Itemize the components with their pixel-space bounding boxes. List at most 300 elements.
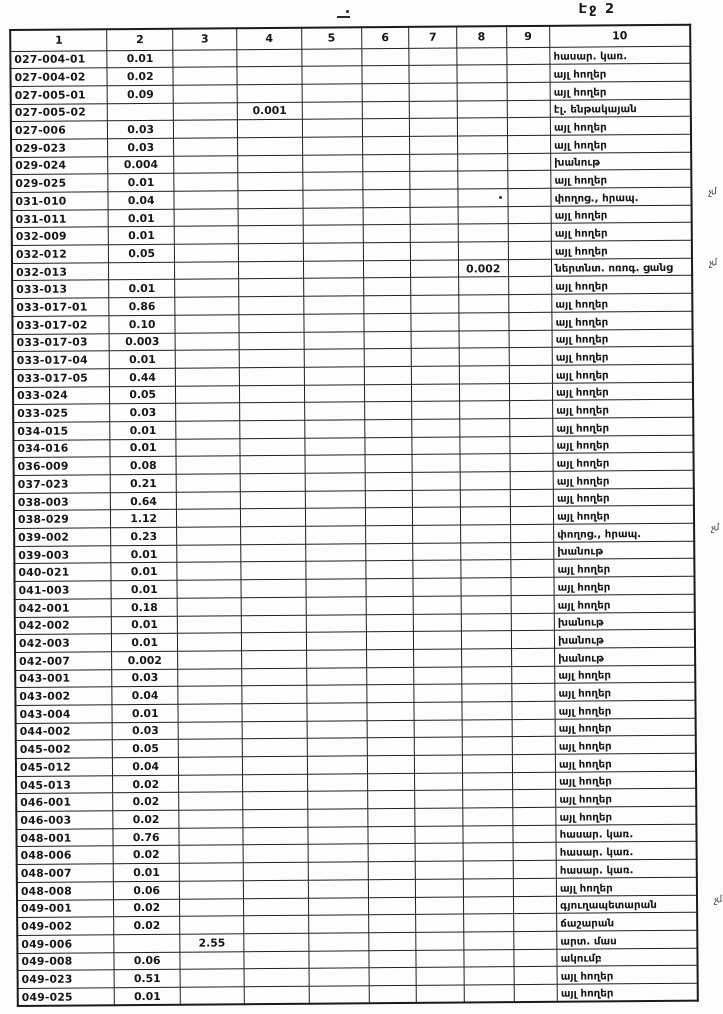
value-cell xyxy=(368,897,416,915)
value-cell xyxy=(507,171,551,189)
value-cell xyxy=(513,843,557,861)
value-cell xyxy=(362,83,410,101)
value-cell xyxy=(363,278,411,296)
value-cell xyxy=(414,684,462,702)
land-use-label: այլ հողեր xyxy=(554,227,608,240)
value-cell xyxy=(363,242,411,260)
value-cell xyxy=(242,721,307,739)
column-header-8: 8 xyxy=(456,26,506,47)
value-cell: 0.06 xyxy=(114,952,180,970)
value-cell: 0.01 xyxy=(108,209,174,227)
value-cell xyxy=(242,756,307,774)
value-cell: 0.01 xyxy=(114,987,180,1005)
land-use-cell xyxy=(557,983,698,1002)
value-cell xyxy=(238,243,303,261)
value-cell xyxy=(307,703,367,721)
value-cell xyxy=(462,737,512,755)
value-cell xyxy=(364,402,412,420)
land-use-label: գյուղապետարան xyxy=(560,899,657,912)
handwritten-margin-note: չմ xyxy=(712,894,722,906)
handwritten-margin-note: չմ xyxy=(707,186,717,199)
parcel-id-cell: 033-017-02 xyxy=(12,316,109,334)
value-cell xyxy=(305,473,365,491)
land-use-cell xyxy=(550,116,691,135)
value-cell xyxy=(463,808,513,826)
value-cell xyxy=(509,365,553,383)
value-cell xyxy=(461,631,511,649)
value-cell xyxy=(174,226,238,244)
value-cell xyxy=(368,915,416,933)
land-use-label: այլ հողեր xyxy=(556,421,610,435)
value-cell: 0.10 xyxy=(109,315,175,333)
parcel-id-cell: 027-005-01 xyxy=(11,86,108,104)
value-cell xyxy=(109,262,175,280)
value-cell xyxy=(506,65,550,83)
value-cell xyxy=(241,632,306,650)
value-cell xyxy=(412,472,460,490)
value-cell xyxy=(460,507,510,525)
page-number-label: Էջ 2 xyxy=(578,2,616,17)
value-cell xyxy=(412,419,460,437)
value-cell xyxy=(510,577,554,595)
land-use-cell xyxy=(551,240,692,259)
value-cell xyxy=(240,491,305,509)
value-cell xyxy=(306,614,366,632)
value-cell xyxy=(308,844,368,862)
parcel-id-cell: 033-017-04 xyxy=(13,351,110,369)
value-cell xyxy=(364,384,412,402)
land-use-cell xyxy=(552,293,693,312)
parcel-id-cell: 049-006 xyxy=(17,935,114,953)
value-cell: 0.08 xyxy=(110,457,176,475)
value-cell xyxy=(416,897,464,915)
land-use-label: այլ հողեր xyxy=(557,510,610,523)
value-cell xyxy=(243,827,308,845)
value-cell xyxy=(239,332,304,350)
land-use-label: այլ հողեր xyxy=(555,368,609,382)
value-cell xyxy=(462,719,512,737)
value-cell xyxy=(459,330,509,348)
value-cell xyxy=(303,225,363,243)
land-use-label: արտ. մաս xyxy=(560,934,617,948)
parcel-id-cell: 033-024 xyxy=(13,386,110,404)
value-cell xyxy=(458,189,508,207)
value-cell xyxy=(365,472,413,490)
value-cell: 0.01 xyxy=(107,50,173,68)
value-cell xyxy=(238,190,303,208)
land-use-label: այլ հողեր xyxy=(555,351,609,364)
land-use-label: հասար. կառ. xyxy=(559,863,634,877)
parcel-id-cell: 043-002 xyxy=(15,687,112,705)
value-cell xyxy=(413,490,461,508)
land-use-label: այլ հողեր xyxy=(553,85,607,99)
land-use-cell xyxy=(550,81,691,100)
value-cell xyxy=(241,544,306,562)
value-cell xyxy=(179,774,243,792)
value-cell xyxy=(511,648,555,666)
land-use-label: այլ հողեր xyxy=(560,987,614,1000)
parcel-id-cell: 031-011 xyxy=(12,209,109,227)
value-cell xyxy=(307,756,367,774)
value-cell xyxy=(461,613,511,631)
value-cell xyxy=(416,879,464,897)
value-cell: 0.23 xyxy=(111,527,177,545)
value-cell xyxy=(363,207,411,225)
land-use-cell xyxy=(551,170,692,189)
value-cell xyxy=(173,67,237,85)
value-cell: 0.44 xyxy=(110,368,176,386)
land-use-label: խանութ xyxy=(558,651,604,665)
value-cell xyxy=(180,916,244,934)
column-header-9: 9 xyxy=(506,26,550,47)
value-cell xyxy=(412,437,460,455)
value-cell xyxy=(510,471,554,489)
value-cell xyxy=(176,438,240,456)
value-cell xyxy=(508,259,552,277)
value-cell xyxy=(239,296,304,314)
value-cell xyxy=(368,932,416,950)
value-cell xyxy=(309,986,369,1004)
land-use-label: այլ հողեր xyxy=(555,333,609,346)
value-cell xyxy=(513,931,557,949)
value-cell xyxy=(307,738,367,756)
value-cell xyxy=(302,119,362,137)
land-use-cell xyxy=(554,559,695,578)
value-cell xyxy=(464,932,514,950)
value-cell xyxy=(174,120,238,138)
value-cell xyxy=(460,419,510,437)
land-use-cell xyxy=(557,965,698,984)
value-cell xyxy=(365,508,413,526)
parcel-id-cell: 029-024 xyxy=(11,156,108,174)
value-cell xyxy=(237,137,302,155)
value-cell xyxy=(176,385,240,403)
land-use-label: այլ հողեր xyxy=(560,970,614,983)
value-cell xyxy=(175,350,239,368)
value-cell xyxy=(174,244,238,262)
land-use-label: փողոց., հրապ. xyxy=(554,191,639,205)
parcel-id-cell: 029-023 xyxy=(11,139,108,157)
value-cell xyxy=(241,615,306,633)
value-cell xyxy=(462,772,512,790)
value-cell xyxy=(458,171,508,189)
value-cell xyxy=(414,737,462,755)
parcel-id-cell: 038-029 xyxy=(14,510,111,528)
land-use-label: այլ հողեր xyxy=(557,598,611,612)
value-cell xyxy=(365,490,413,508)
value-cell xyxy=(239,314,304,332)
value-cell: 0.04 xyxy=(108,191,174,209)
value-cell xyxy=(414,702,462,720)
value-cell xyxy=(412,401,460,419)
value-cell xyxy=(177,562,241,580)
land-use-cell xyxy=(551,223,692,242)
land-use-label: այլ հողեր xyxy=(558,740,612,753)
land-use-cell xyxy=(556,842,697,861)
value-cell xyxy=(461,542,511,560)
value-cell xyxy=(410,118,458,136)
value-cell xyxy=(464,967,514,985)
land-use-cell xyxy=(555,700,696,719)
column-header-10: 10 xyxy=(550,25,691,47)
value-cell xyxy=(305,455,365,473)
value-cell xyxy=(237,84,302,102)
parcel-id-cell: 033-013 xyxy=(12,280,109,298)
value-cell xyxy=(240,403,305,421)
land-use-label: այլ հողեր xyxy=(553,68,607,81)
value-cell xyxy=(464,949,514,967)
value-cell xyxy=(410,171,458,189)
value-cell xyxy=(306,667,366,685)
value-cell xyxy=(177,545,241,563)
parcel-id-cell: 049-025 xyxy=(18,988,115,1006)
value-cell xyxy=(178,721,242,739)
value-cell xyxy=(304,314,364,332)
land-use-label: փողոց., հրապ. xyxy=(557,527,642,541)
value-cell xyxy=(365,561,413,579)
value-cell: 0.02 xyxy=(113,793,179,811)
value-cell xyxy=(416,932,464,950)
value-cell xyxy=(367,738,415,756)
land-use-label: այլ հողեր xyxy=(554,209,608,223)
land-use-label: հասար. կառ. xyxy=(553,50,628,63)
value-cell xyxy=(510,560,554,578)
value-cell xyxy=(415,808,463,826)
land-use-label: այլ հողեր xyxy=(558,758,612,771)
parcel-id-cell: 034-016 xyxy=(13,439,110,457)
parcel-id-cell: 033-017-03 xyxy=(13,333,110,351)
value-cell xyxy=(509,436,553,454)
value-cell: 0.86 xyxy=(109,297,175,315)
value-cell xyxy=(364,366,412,384)
value-cell xyxy=(513,860,557,878)
value-cell xyxy=(238,226,303,244)
value-cell xyxy=(303,261,363,279)
parcel-id-cell: 036-009 xyxy=(14,457,111,475)
value-cell xyxy=(457,100,507,118)
value-cell: 0.05 xyxy=(110,386,176,404)
land-use-cell xyxy=(553,506,694,525)
land-use-cell xyxy=(553,453,694,472)
value-cell xyxy=(175,262,239,280)
land-use-cell xyxy=(552,311,693,330)
value-cell xyxy=(175,297,239,315)
scan-artifact-dash xyxy=(337,16,350,18)
value-cell xyxy=(513,878,557,896)
value-cell xyxy=(464,985,514,1003)
value-cell: 0.004 xyxy=(108,156,174,174)
value-cell xyxy=(460,525,510,543)
value-cell xyxy=(242,668,307,686)
value-cell xyxy=(368,879,416,897)
land-use-label: այլ հողեր xyxy=(558,722,612,736)
column-header-2: 2 xyxy=(107,29,173,51)
column-header-1: 1 xyxy=(10,29,107,51)
value-cell xyxy=(457,118,507,136)
value-cell xyxy=(459,383,509,401)
value-cell xyxy=(175,368,239,386)
value-cell xyxy=(241,562,306,580)
value-cell xyxy=(462,790,512,808)
value-cell xyxy=(179,810,243,828)
value-cell xyxy=(368,826,416,844)
value-cell xyxy=(508,224,552,242)
land-use-label: այլ հողեր xyxy=(558,704,612,718)
value-cell xyxy=(177,615,241,633)
value-cell xyxy=(178,686,242,704)
value-cell: 0.03 xyxy=(108,121,174,139)
land-use-cell xyxy=(557,948,698,967)
value-cell xyxy=(366,614,414,632)
value-cell xyxy=(243,792,308,810)
land-use-cell xyxy=(554,523,719,542)
value-cell xyxy=(176,474,240,492)
land-use-label: խանութ xyxy=(557,545,604,559)
value-cell xyxy=(416,950,464,968)
value-cell xyxy=(305,437,365,455)
value-cell: 0.01 xyxy=(113,863,179,881)
value-cell xyxy=(369,968,417,986)
parcel-id-cell: 042-001 xyxy=(15,599,112,617)
value-cell xyxy=(509,418,553,436)
value-cell xyxy=(304,331,364,349)
land-use-cell xyxy=(555,736,696,755)
value-cell xyxy=(362,101,410,119)
value-cell xyxy=(458,206,508,224)
value-cell xyxy=(363,225,411,243)
value-cell xyxy=(174,173,238,191)
value-cell xyxy=(416,914,464,932)
value-cell xyxy=(179,863,243,881)
value-cell xyxy=(368,950,416,968)
land-use-cell xyxy=(552,257,717,277)
value-cell xyxy=(308,862,368,880)
value-cell xyxy=(507,82,551,100)
value-cell xyxy=(364,419,412,437)
value-cell xyxy=(242,774,307,792)
land-use-label: այլ հողեր xyxy=(558,687,612,700)
land-use-label: այլ հողեր xyxy=(554,245,608,258)
value-cell xyxy=(237,120,302,138)
value-cell xyxy=(367,773,415,791)
value-cell xyxy=(511,684,555,702)
land-use-label: հասար. կառ. xyxy=(559,846,634,859)
parcel-id-cell: 049-023 xyxy=(18,970,115,988)
value-cell xyxy=(507,188,551,206)
value-cell xyxy=(508,277,552,295)
value-cell xyxy=(513,913,557,931)
value-cell xyxy=(511,613,555,631)
value-cell: 0.03 xyxy=(110,404,176,422)
value-cell xyxy=(463,878,513,896)
land-use-cell xyxy=(557,912,698,931)
land-use-cell xyxy=(550,63,691,82)
parcel-id-cell: 045-002 xyxy=(16,740,113,758)
value-cell xyxy=(237,49,302,67)
value-cell xyxy=(367,755,415,773)
value-cell xyxy=(462,666,512,684)
land-use-cell xyxy=(552,364,693,383)
value-cell xyxy=(369,985,417,1003)
value-cell xyxy=(409,83,457,101)
value-cell xyxy=(511,701,555,719)
value-cell xyxy=(463,896,513,914)
value-cell: 0.01 xyxy=(109,280,175,298)
value-cell xyxy=(460,472,510,490)
value-cell xyxy=(302,137,362,155)
parcel-id-cell: 048-001 xyxy=(16,829,113,847)
value-cell xyxy=(412,454,460,472)
parcel-id-cell: 049-002 xyxy=(17,917,114,935)
value-cell xyxy=(308,915,368,933)
value-cell xyxy=(364,437,412,455)
value-cell xyxy=(413,596,461,614)
value-cell xyxy=(413,614,461,632)
value-cell xyxy=(415,773,463,791)
value-cell xyxy=(362,136,410,154)
parcel-id-cell: 032-009 xyxy=(12,227,109,245)
handwritten-margin-note: չմ xyxy=(707,257,717,269)
value-cell xyxy=(174,155,238,173)
value-cell xyxy=(180,987,244,1005)
value-cell xyxy=(175,315,239,333)
value-cell xyxy=(458,277,508,295)
land-use-label: այլ հողեր xyxy=(557,581,611,594)
value-cell xyxy=(510,524,554,542)
value-cell xyxy=(239,279,304,297)
value-cell xyxy=(457,65,507,83)
value-cell xyxy=(361,48,409,66)
parcel-id-cell: 027-004-02 xyxy=(10,68,107,86)
land-use-cell xyxy=(554,594,695,613)
value-cell xyxy=(410,154,458,172)
value-cell xyxy=(415,790,463,808)
value-cell xyxy=(365,543,413,561)
value-cell xyxy=(241,597,306,615)
value-cell xyxy=(512,772,556,790)
land-use-label: ակումբ xyxy=(560,952,602,966)
value-cell xyxy=(244,933,309,951)
land-use-label: այլ հողեր xyxy=(554,138,607,152)
value-cell xyxy=(366,632,414,650)
value-cell: 0.02 xyxy=(113,846,179,864)
parcel-id-cell: 048-008 xyxy=(17,882,114,900)
value-cell xyxy=(303,243,363,261)
land-use-label: էլ. ենթակայան xyxy=(553,103,637,117)
value-cell xyxy=(413,507,461,525)
value-cell xyxy=(243,862,308,880)
value-cell xyxy=(242,650,307,668)
value-cell: 0.18 xyxy=(111,598,177,616)
value-cell xyxy=(459,401,509,419)
value-cell xyxy=(305,508,365,526)
land-use-label: այլ հողեր xyxy=(555,315,609,329)
value-cell xyxy=(459,366,509,384)
value-cell xyxy=(366,649,414,667)
value-cell xyxy=(415,755,463,773)
value-cell xyxy=(305,526,365,544)
parcel-id-cell: 033-017-01 xyxy=(12,298,109,316)
value-cell xyxy=(364,331,412,349)
land-use-label: այլ հողեր xyxy=(555,280,608,293)
land-use-cell xyxy=(557,930,698,949)
value-cell: 0.09 xyxy=(107,85,173,103)
value-cell xyxy=(512,790,556,808)
value-cell: 0.01 xyxy=(112,704,178,722)
value-cell xyxy=(309,933,369,951)
value-cell xyxy=(411,242,459,260)
value-cell xyxy=(411,260,459,278)
